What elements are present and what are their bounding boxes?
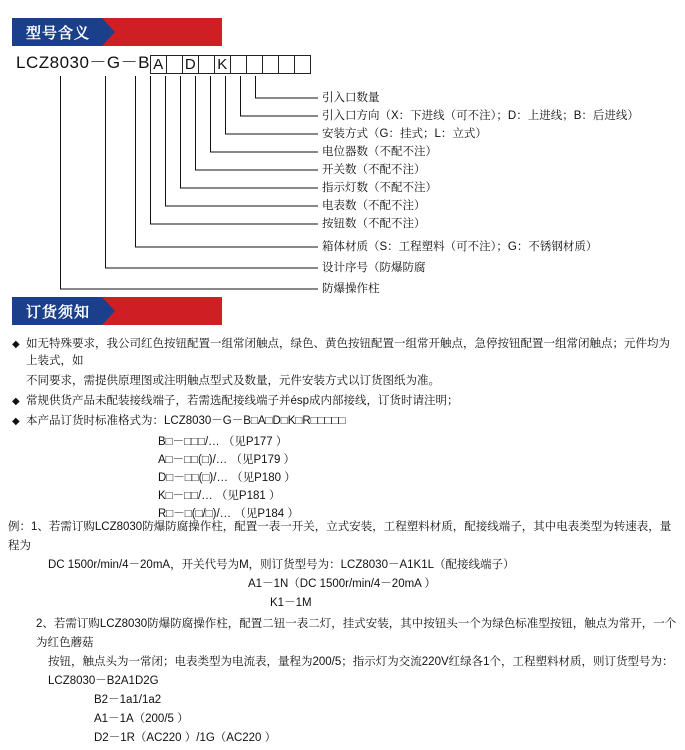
example-2-line-0: 2、若需订购LCZ8030防爆防腐操作柱，配置二钮一表二灯，挂式安装，其中按钮头一个为绿色标准型按钮，触点为常开，一个为红色蘑菇 bbox=[36, 618, 677, 649]
banner-red-bar-2 bbox=[102, 297, 222, 325]
legend-item-6: 电表数（不配不注） bbox=[322, 200, 426, 212]
example-block-1 bbox=[8, 518, 680, 613]
order-note-text-1: 不同要求，需提供原理图或注明触点型式及数量，元件安装方式以订货图纸为准。 bbox=[26, 375, 440, 387]
sub-line-1: A□－□□(□)/… （见P179 ） bbox=[158, 454, 296, 466]
section-banner-model-meaning bbox=[12, 18, 227, 46]
model-code-box-blank4 bbox=[262, 55, 279, 74]
legend-item-8: 箱体材质（S：工程塑料（可不注）；G：不锈钢材质） bbox=[322, 241, 598, 253]
example-2-line-5: D2－1R（AC220 ）/1G（AC220 ） bbox=[94, 732, 277, 744]
example-2-line-4: A1－1A（200/5 ） bbox=[94, 713, 189, 725]
model-code-box-a: A bbox=[150, 55, 167, 74]
model-code-box-d: D bbox=[182, 55, 199, 74]
order-note-text-3: 本产品订货时标准格式为：LCZ8030－G－B□A□D□K□R□□□□□ bbox=[26, 415, 346, 427]
example-2-line-1: 按钮，触点头为一常闭；电表类型为电流表，量程为200/5；指示灯为交流220V红绿各1个，工程塑料材质，则订货型号为： bbox=[48, 656, 674, 668]
section-title-model-meaning: 型号含义 bbox=[12, 18, 102, 46]
example-2-line-2: LCZ8030－B2A1D2G bbox=[48, 675, 159, 687]
model-code-box-r bbox=[246, 55, 263, 74]
legend-item-9: 设计序号（防爆防腐 bbox=[322, 262, 426, 274]
section-title-order-notice: 订货须知 bbox=[12, 297, 102, 325]
example-2-line-3: B2－1a1/1a2 bbox=[94, 694, 162, 706]
example-1-line-1: DC 1500r/min/4－20mA，开关代号为M，则订货型号为：LCZ8030－A1K1L（配接线端子） bbox=[48, 559, 515, 571]
order-note-text-2: 常规供货产品未配装接线端子，若需选配接线端子并ésp成内部接线，订货时请注明； bbox=[26, 395, 459, 407]
sub-line-0: B□－□□□/… （见P177 ） bbox=[158, 436, 288, 448]
bullet-icon-2: ◆ bbox=[12, 396, 20, 407]
legend-item-10: 防爆操作柱 bbox=[322, 283, 380, 295]
legend-item-7: 按钮数（不配不注） bbox=[322, 218, 426, 230]
example-1-line-3: K1－1M bbox=[270, 597, 312, 609]
order-note-3 bbox=[12, 413, 677, 430]
model-code-box-blank2 bbox=[198, 55, 215, 74]
banner-red-bar bbox=[102, 18, 222, 46]
bullet-icon: ◆ bbox=[12, 339, 20, 350]
example-1-line-2: A1－1N（DC 1500r/min/4－20mA ） bbox=[248, 578, 436, 590]
order-note-1 bbox=[12, 373, 677, 390]
legend-item-4: 开关数（不配不注） bbox=[322, 164, 426, 176]
model-code-box-blank1 bbox=[166, 55, 183, 74]
sub-line-3: K□－□□/… （见P181 ） bbox=[158, 490, 281, 502]
order-examples bbox=[8, 518, 680, 750]
order-note-text-0: 如无特殊要求，我公司红色按钮配置一组常闭触点，绿色、黄色按钮配置一组常开触点，急停按钮配置一组常闭触点；元件均为上装式，如 bbox=[26, 338, 670, 367]
legend-item-3: 电位器数（不配不注） bbox=[322, 146, 437, 158]
legend-item-0: 引入口数量 bbox=[322, 92, 380, 104]
order-notes bbox=[12, 336, 677, 523]
model-code-box-k: K bbox=[214, 55, 231, 74]
sub-line-2: D□－□□(□)/… （见P180 ） bbox=[158, 472, 296, 484]
sub-line-4: R□－□(□/□)/… （见P184 ） bbox=[158, 508, 299, 520]
model-code-box-blank6 bbox=[294, 55, 311, 74]
model-code-box-blank5 bbox=[278, 55, 295, 74]
order-note-2 bbox=[12, 393, 677, 410]
model-code-prefix: LCZ8030－G－B bbox=[16, 53, 150, 72]
legend-item-1: 引入口方向（X：下进线（可不注）；D：上进线；B：后进线） bbox=[322, 110, 639, 122]
legend-item-2: 安装方式（G：挂式；L：立式） bbox=[322, 128, 487, 140]
example-1-line-0: 例：1、若需订购LCZ8030防爆防腐操作柱，配置一表一开关，立式安装，工程塑料材质，配接线端子，其中电表类型为转速表，量程为 bbox=[8, 521, 672, 552]
legend-item-5: 指示灯数（不配不注） bbox=[322, 182, 437, 194]
bullet-icon-3: ◆ bbox=[12, 416, 20, 427]
order-note-0 bbox=[12, 336, 677, 370]
order-note-sub-lines bbox=[158, 433, 677, 523]
model-code-box-blank3 bbox=[230, 55, 247, 74]
model-code bbox=[16, 52, 310, 74]
section-banner-order-notice bbox=[12, 297, 227, 325]
example-block-2 bbox=[8, 615, 680, 748]
